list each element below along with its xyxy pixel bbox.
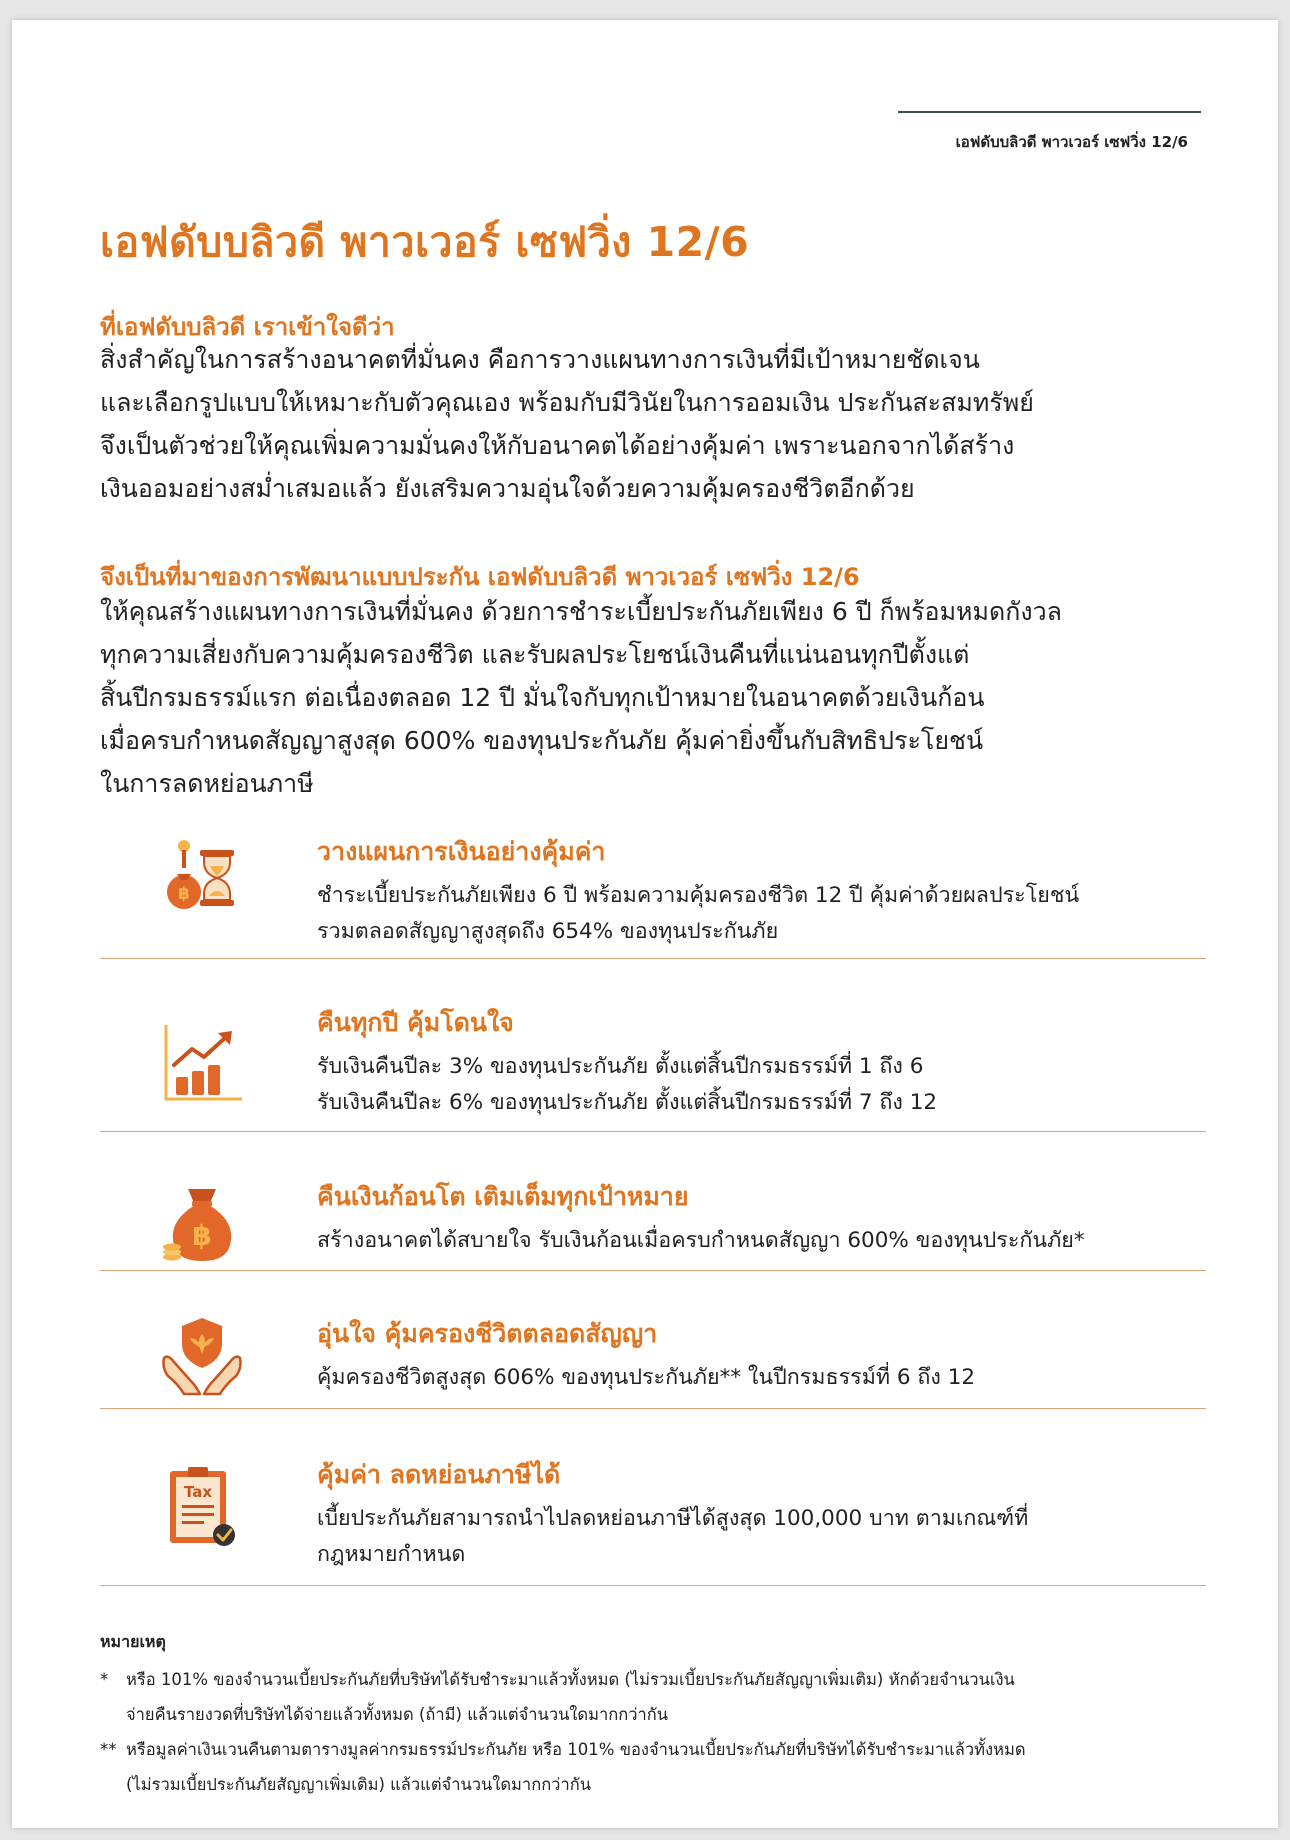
paragraph-line: สิ้นปีกรมธรรม์แรก ต่อเนื่องตลอด 12 ปี มั่นใจกับทุกเป้าหมายในอนาคตด้วยเงินก้อน [100, 683, 985, 712]
feature-line: เบี้ยประกันภัยสามารถนำไปลดหย่อนภาษีได้สูงสุด 100,000 บาท ตามเกณฑ์ที่ [317, 1506, 1029, 1531]
growth-chart-icon [160, 1021, 244, 1105]
feature-line: รับเงินคืนปีละ 6% ของทุนประกันภัย ตั้งแต่สิ้นปีกรมธรรม์ที่ 7 ถึง 12 [317, 1090, 938, 1115]
money-bag-hourglass-icon [160, 836, 244, 920]
page-title: เอฟดับบลิวดี พาวเวอร์ เซฟวิ่ง 12/6 [100, 218, 750, 266]
feature-line: คุ้มครองชีวิตสูงสุด 606% ของทุนประกันภัย** ในปีกรมธรรม์ที่ 6 ถึง 12 [317, 1365, 976, 1390]
divider [100, 958, 1206, 959]
footnote-line: จ่ายคืนรายงวดที่บริษัทได้จ่ายแล้วทั้งหมด (ถ้ามี) แล้วแต่จำนวนใดมากกว่ากัน [126, 1705, 669, 1724]
divider [100, 1585, 1206, 1586]
tax-clipboard-icon [160, 1463, 244, 1547]
feature-title: คุ้มค่า ลดหย่อนภาษีได้ [317, 1460, 561, 1489]
svg-text:฿: ฿ [178, 884, 190, 904]
paragraph-line: สิ่งสำคัญในการสร้างอนาคตที่มั่นคง คือการวางแผนทางการเงินที่มีเป้าหมายชัดเจน [100, 345, 980, 374]
section-heading-origin: จึงเป็นที่มาของการพัฒนาแบบประกัน เอฟดับบลิวดี พาวเวอร์ เซฟวิ่ง 12/6 [100, 563, 860, 591]
feature-body [317, 1223, 1085, 1259]
paragraph-line: ในการลดหย่อนภาษี [100, 769, 314, 798]
svg-text:฿: ฿ [192, 1219, 212, 1252]
header-label: เอฟดับบลิวดี พาวเวอร์ เซฟวิ่ง 12/6 [955, 133, 1188, 151]
feature-body [317, 1049, 937, 1121]
origin-paragraph [100, 590, 1206, 805]
footnote-mark: * [100, 1670, 109, 1689]
paragraph-line: ให้คุณสร้างแผนทางการเงินที่มั่นคง ด้วยการชำระเบี้ยประกันภัยเพียง 6 ปี ก็พร้อมหมดกังวล [100, 597, 1062, 626]
footnote-line: หรือ 101% ของจำนวนเบี้ยประกันภัยที่บริษัทได้รับชำระมาแล้วทั้งหมด (ไม่รวมเบี้ยประกันภัยสัญญาเพิ่มเติม) หักด้วยจำนวนเงิน [126, 1670, 1015, 1689]
feature-body [317, 1360, 975, 1396]
footnote-text [126, 1662, 1015, 1732]
feature-title: คืนเงินก้อนโต เติมเต็มทุกเป้าหมาย [317, 1182, 689, 1211]
divider [100, 1408, 1206, 1409]
divider [100, 1131, 1206, 1132]
paragraph-line: และเลือกรูปแบบให้เหมาะกับตัวคุณเอง พร้อมกับมีวินัยในการออมเงิน ประกันสะสมทรัพย์ [100, 388, 1034, 417]
notes-title: หมายเหตุ [100, 1632, 166, 1651]
footnote-line: หรือมูลค่าเงินเวนคืนตามตารางมูลค่ากรมธรรม์ประกันภัย หรือ 101% ของจำนวนเบี้ยประกันภัยที่บริษัทได้รับชำระมาแล้วทั้งหมด [126, 1740, 1026, 1759]
feature-line: รับเงินคืนปีละ 3% ของทุนประกันภัย ตั้งแต่สิ้นปีกรมธรรม์ที่ 1 ถึง 6 [317, 1054, 924, 1079]
section-heading-intro: ที่เอฟดับบลิวดี เราเข้าใจดีว่า [100, 313, 395, 341]
paragraph-line: ทุกความเสี่ยงกับความคุ้มครองชีวิต และรับผลประโยชน์เงินคืนที่แน่นอนทุกปีตั้งแต่ [100, 640, 970, 669]
paragraph-line: เงินออมอย่างสม่ำเสมอแล้ว ยังเสริมความอุ่นใจด้วยความคุ้มครองชีวิตอีกด้วย [100, 474, 915, 503]
feature-line: รวมตลอดสัญญาสูงสุดถึง 654% ของทุนประกันภัย [317, 919, 779, 944]
feature-line: กฎหมายกำหนด [317, 1542, 466, 1567]
feature-body [317, 1501, 1028, 1573]
feature-title: คืนทุกปี คุ้มโดนใจ [317, 1008, 514, 1037]
baht-money-bag-icon [160, 1183, 244, 1267]
feature-line: ชำระเบี้ยประกันภัยเพียง 6 ปี พร้อมความคุ้มครองชีวิต 12 ปี คุ้มค่าด้วยผลประโยชน์ [317, 883, 1080, 908]
hands-shield-icon [160, 1314, 244, 1398]
tax-icon-label: Tax [183, 1483, 213, 1501]
feature-title: วางแผนการเงินอย่างคุ้มค่า [317, 837, 606, 866]
divider [100, 1270, 1206, 1271]
header-rule [898, 111, 1201, 113]
document-page [12, 20, 1278, 1828]
feature-title: อุ่นใจ คุ้มครองชีวิตตลอดสัญญา [317, 1319, 658, 1348]
paragraph-line: เมื่อครบกำหนดสัญญาสูงสุด 600% ของทุนประกันภัย คุ้มค่ายิ่งขึ้นกับสิทธิประโยชน์ [100, 726, 984, 755]
footnote-line: (ไม่รวมเบี้ยประกันภัยสัญญาเพิ่มเติม) แล้วแต่จำนวนใดมากกว่ากัน [126, 1775, 591, 1794]
footnote-mark: ** [100, 1740, 117, 1759]
paragraph-line: จึงเป็นตัวช่วยให้คุณเพิ่มความมั่นคงให้กับอนาคตได้อย่างคุ้มค่า เพราะนอกจากได้สร้าง [100, 431, 1015, 460]
footnote-text [126, 1732, 1026, 1802]
feature-line: สร้างอนาคตได้สบายใจ รับเงินก้อนเมื่อครบกำหนดสัญญา 600% ของทุนประกันภัย* [317, 1228, 1085, 1253]
feature-body [317, 878, 1079, 950]
intro-paragraph [100, 338, 1206, 510]
